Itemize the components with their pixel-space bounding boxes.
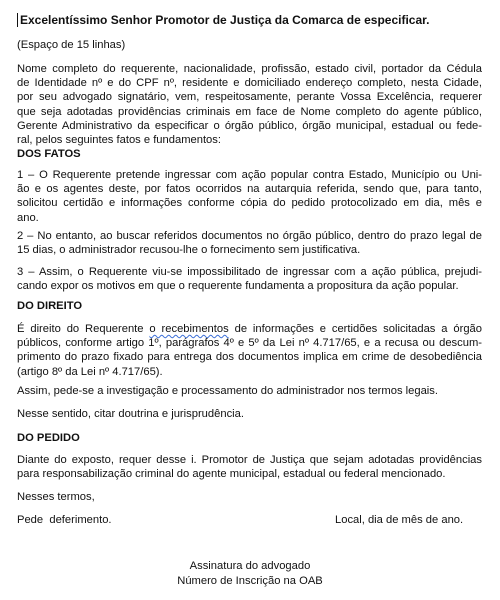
text-line: Nome completo do requerente, nacionalidade, profissão, estado civil, portador da Cédula xyxy=(17,63,482,75)
spellcheck-underlined-text: o recebimentos xyxy=(149,323,229,335)
text-line: 15 dias, o administrador recusou-lhe o fornecimento sem justificativa. xyxy=(17,244,361,257)
deferment-line: Pede deferimento. xyxy=(17,514,112,526)
text-cursor xyxy=(17,13,18,27)
text-line: 2 – No entanto, ao buscar referidos documentos no órgão público, dentro do prazo legal de xyxy=(17,230,482,242)
text-line: que seja adotadas providências criminais em face de Nome completo do agente público, xyxy=(17,105,482,118)
spacing-note: (Espaço de 15 linhas) xyxy=(17,39,126,51)
request-paragraph xyxy=(17,453,482,481)
fact-paragraph-3 xyxy=(17,265,482,293)
section-heading-law: DO DIREITO xyxy=(17,300,83,312)
text-line: Gerente Administrativo da especificar o órgão público, órgão municipal, estadual ou fede- xyxy=(17,119,482,132)
text-line: ral, pelos seguintes fatos e fundamentos: xyxy=(17,134,221,147)
text-line: ão e os agentes deste, por fatos ocorridos na autarquia referida, sendo que, para tanto, xyxy=(17,183,482,196)
law-paragraph-3: Nesse sentido, citar doutrina e jurisprudência. xyxy=(17,408,244,420)
text-line: cando expor os motivos em que o requerente fundamenta a propositura da ação popular. xyxy=(17,280,459,293)
text-line: ano. xyxy=(17,211,39,224)
section-heading-request: DO PEDIDO xyxy=(17,432,80,444)
fact-paragraph-1 xyxy=(17,168,482,225)
closing-line: Nesses termos, xyxy=(17,491,95,503)
oab-registration: Número de Inscrição na OAB xyxy=(177,575,323,587)
text-line: públicos, conforme artigo 1º, parágrafos 4º e 5º da Lei nº 4.717/65, e a recusa ou descum- xyxy=(17,337,482,350)
law-paragraph-2: Assim, pede-se a investigação e processamento do administrador nos termos legais. xyxy=(17,385,438,397)
law-paragraph-1 xyxy=(17,322,482,379)
section-heading-facts: DOS FATOS xyxy=(17,148,81,160)
text-line: primento do prazo fixado para entrega dos documentos implica em crime de desobediência xyxy=(17,351,482,364)
fact-paragraph-2 xyxy=(17,229,482,257)
text-line: por seu advogado signatário, vem, respeitosamente, perante Vossa Excelência, requerer xyxy=(17,91,482,104)
place-date-line: Local, dia de mês de ano. xyxy=(335,514,464,526)
text-line: solicitou certidão e informações conforme cópia do pedido protocolizado em dia, mês e xyxy=(17,197,482,210)
text-line: 1 – O Requerente pretende ingressar com ação popular contra Estado, Município ou Uni- xyxy=(17,169,482,181)
text-line: Diante do exposto, requer desse i. Promotor de Justiça que sejam adotadas providências xyxy=(17,454,482,466)
document-title: Excelentíssimo Senhor Promotor de Justiça da Comarca de especificar. xyxy=(20,13,430,27)
text-line: para responsabilização criminal do agente municipal, estadual ou federal mencionado. xyxy=(17,468,446,481)
text-line: É direito do Requerente o recebimentos de informações e certidões solicitadas a órgão xyxy=(17,323,483,335)
intro-paragraph xyxy=(17,62,482,147)
text-line: (artigo 8º da Lei nº 4.717/65). xyxy=(17,365,163,378)
text-line: de Identidade nº e do CPF nº, residente e domiciliado endereço completo, nesta Cidade, xyxy=(17,77,482,90)
text-line: 3 – Assim, o Requerente viu-se impossibilitado de ingressar com a ação pública, prejudi- xyxy=(17,266,482,278)
lawyer-signature: Assinatura do advogado xyxy=(189,560,311,572)
